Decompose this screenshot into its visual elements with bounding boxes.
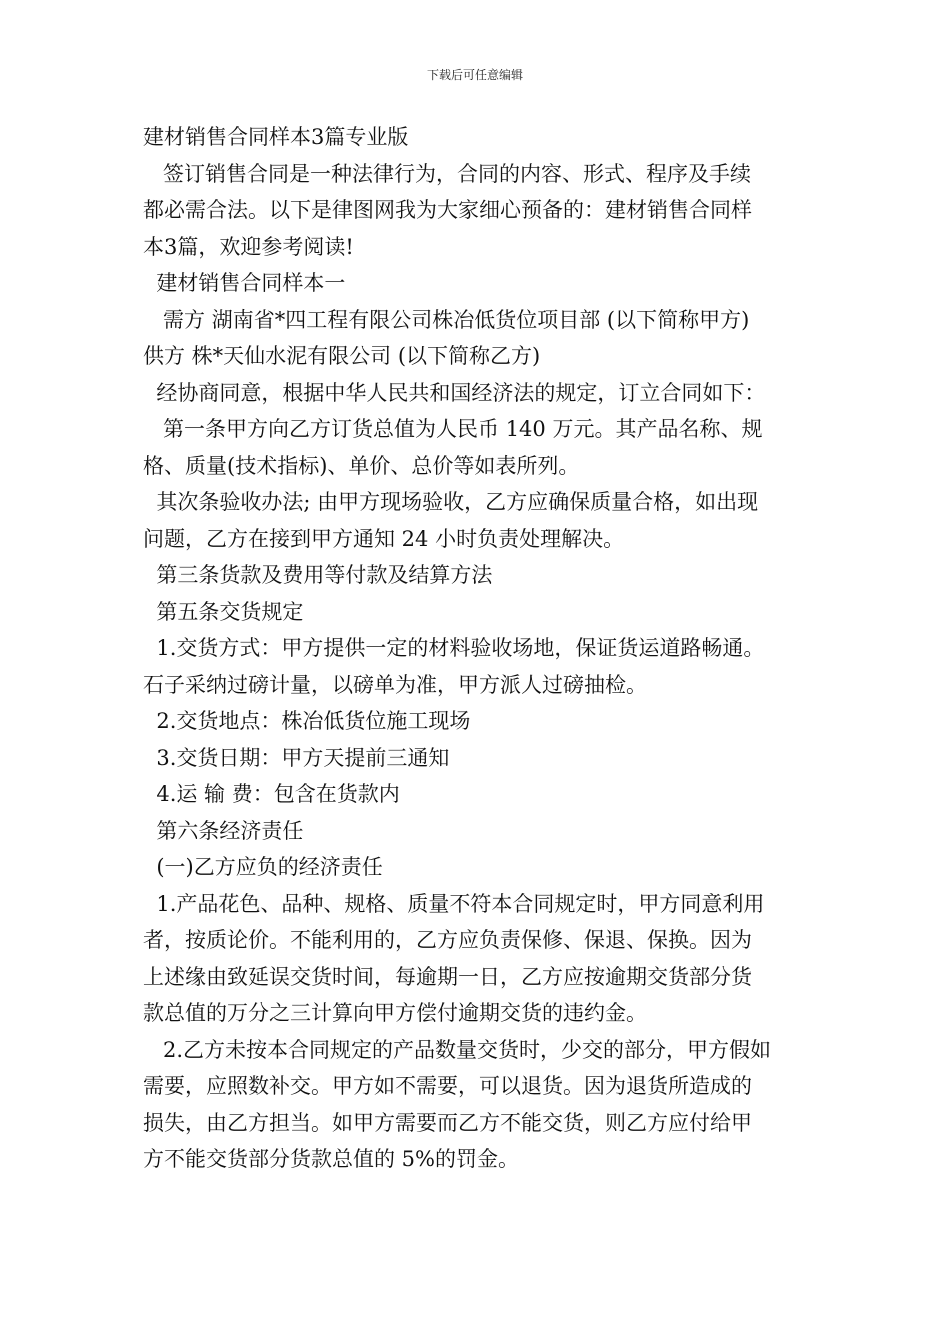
paragraph-line: 2.交货地点：株冶低货位施工现场: [143, 709, 471, 733]
paragraph-line: 1.交货方式：甲方提供一定的材料验收场地，保证货运道路畅通。: [143, 636, 765, 660]
paragraph-line: 签订销售合同是一种法律行为，合同的内容、形式、程序及手续: [143, 161, 752, 186]
article-heading: 第三条货款及费用等付款及结算方法: [143, 563, 493, 587]
paragraph-line: 者，按质论价。不能利用的，乙方应负责保修、保退、保换。因为: [143, 928, 752, 952]
paragraph-line: 需方 湖南省*四工程有限公司株冶低货位项目部 (以下简称甲方): [143, 307, 750, 332]
paragraph-line: 需要，应照数补交。甲方如不需要，可以退货。因为退货所造成的: [143, 1074, 752, 1098]
paragraph-line: 经协商同意，根据中华人民共和国经济法的规定，订立合同如下：: [143, 380, 766, 405]
paragraph-line: 问题，乙方在接到甲方通知 24 小时负责处理解决。: [143, 526, 625, 551]
document-body: [143, 119, 808, 1178]
paragraph-line: 本3篇，欢迎参考阅读!: [143, 234, 354, 259]
paragraph-line: 损失，由乙方担当。如甲方需要而乙方不能交货，则乙方应付给甲: [143, 1110, 752, 1135]
page-header: 下载后可任意编辑: [426, 68, 523, 82]
paragraph-line: 都必需合法。以下是律图网我为大家细心预备的：建材销售合同样: [143, 198, 752, 222]
section-heading: 建材销售合同样本一: [143, 271, 346, 295]
article-heading: 第五条交货规定: [143, 599, 304, 624]
paragraph-line: 3.交货日期：甲方天提前三通知: [143, 745, 450, 770]
document-title: 建材销售合同样本3篇专业版: [143, 125, 409, 149]
paragraph-line: 供方 株*天仙水泥有限公司 (以下简称乙方): [143, 344, 541, 368]
paragraph-line: 1.产品花色、品种、规格、质量不符本合同规定时，甲方同意利用: [143, 891, 765, 916]
paragraph-line: 其次条验收办法; 由甲方现场验收，乙方应确保质量合格，如出现: [143, 490, 759, 514]
paragraph-line: 方不能交货部分货款总值的 5%的罚金。: [143, 1147, 519, 1171]
paragraph-line: 4.运 输 费：包含在货款内: [143, 782, 400, 806]
paragraph-line: 2.乙方未按本合同规定的产品数量交货时，少交的部分，甲方假如: [143, 1037, 772, 1062]
paragraph-line: 上述缘由致延误交货时间，每逾期一日，乙方应按逾期交货部分货: [143, 964, 752, 989]
paragraph-line: 格、质量(技术指标)、单价、总价等如表所列。: [143, 453, 580, 478]
paragraph-line: 第一条甲方向乙方订货总值为人民币 140 万元。其产品名称、规: [143, 417, 763, 441]
paragraph-line: 款总值的万分之三计算向甲方偿付逾期交货的违约金。: [143, 1001, 647, 1025]
sub-heading: (一)乙方应负的经济责任: [143, 855, 383, 879]
paragraph-line: 石子采纳过磅计量，以磅单为准，甲方派人过磅抽检。: [143, 672, 647, 697]
article-heading: 第六条经济责任: [143, 818, 304, 843]
